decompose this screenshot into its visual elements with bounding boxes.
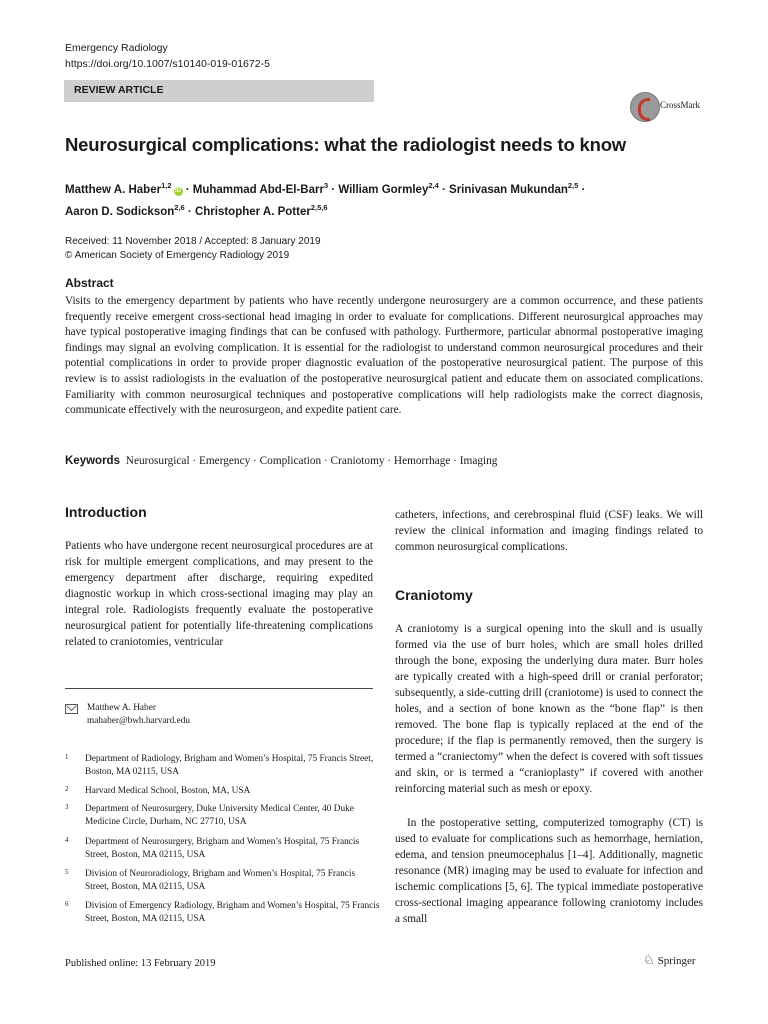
author-name[interactable]: Christopher A. Potter — [194, 205, 311, 218]
affiliation-number: 6 — [65, 900, 69, 908]
author-affil-sup: 3 — [323, 181, 329, 190]
article-type-bar — [64, 80, 374, 102]
author-name[interactable]: Muhammad Abd-El-Barr — [192, 183, 324, 196]
keywords-list: Neurosurgical · Emergency · Complication · Craniotomy · Hemorrhage · Imaging — [125, 455, 498, 467]
author-name[interactable]: Srinivasan Mukundan — [449, 183, 568, 196]
doi-link[interactable]: https://doi.org/10.1007/s10140-019-01672-5 — [65, 58, 270, 70]
affiliation-text: Department of Neurosurgery, Brigham and Women’s Hospital, 75 Francis Street, Boston, MA 02115, USA — [85, 837, 360, 860]
published-date: Published online: 13 February 2019 — [65, 958, 216, 969]
crossmark-label: CrossMark — [660, 100, 700, 110]
author-affil-sup: 2,5 — [567, 181, 579, 190]
author-name[interactable]: Matthew A. Haber — [65, 183, 162, 196]
craniotomy-paragraph-2: In the postoperative setting, computerized tomography (CT) is used to evaluate for complications such as hemorrhage, herniation, edema, and tension pneumocephalus [1–4]. Additionally, magnetic resonance (MR) imaging may be used to evaluate for infection and ischemic complications [5, 6]. The typical immediate postoperative cross-sectional imaging appearance following craniotomy includes a small — [395, 817, 703, 925]
publisher-logo[interactable] — [643, 952, 696, 968]
article-title: Neurosurgical complications: what the radiologist needs to know — [65, 134, 626, 155]
article-dates — [65, 235, 321, 263]
springer-horse-icon: ♘ — [643, 952, 655, 967]
author-affil-sup: 1,2 — [161, 181, 172, 190]
journal-header — [65, 40, 270, 72]
envelope-icon — [65, 704, 78, 714]
journal-name: Emergency Radiology — [65, 42, 168, 54]
crossmark-icon — [630, 92, 660, 122]
article-type: REVIEW ARTICLE — [74, 84, 164, 96]
affiliation-text: Division of Emergency Radiology, Brigham and Women’s Hospital, 75 Francis Street, Boston, MA 02115, USA — [85, 901, 380, 924]
introduction-text: Patients who have undergone recent neurosurgical procedures are at risk for multiple emergent complications, and may present to the emergency department after discharge, requiring expedited diagnostic workup in which cross-sectional imaging may play an integral role. Radiologists frequently evaluate the postoperative neurosurgical patient for potentially life-threatening complications related to craniotomies, ventricular — [65, 540, 373, 648]
keywords — [65, 455, 497, 467]
intro-continued-text: catheters, infections, and cerebrospinal fluid (CSF) leaks. We will review the clinical information and imaging findings related to common neurosurgical complications. — [395, 509, 703, 553]
affiliation-text: Department of Radiology, Brigham and Women’s Hospital, 75 Francis Street, Boston, MA 02115, USA — [85, 754, 374, 777]
author-affil-sup: 2,6 — [174, 202, 185, 212]
keywords-label: Keywords — [65, 455, 120, 467]
affiliation-number: 2 — [65, 785, 69, 793]
author-list: Matthew A. Haber$^{1,2}$iD · Muhammad Abd-El-Barr$^3$ · William Gormley$^{2,4}$ · Srinivasan Mukundan$^{2,5}$ · Aaron D. Sodickson$^{2,6}$ · Christopher A. Potter$^{2,5,6}$ — [65, 181, 586, 218]
copyright: © American Society of Emergency Radiology 2019 — [65, 250, 290, 261]
affiliation-number: 4 — [65, 836, 69, 844]
author-affil-sup: 2,5,6 — [310, 202, 328, 212]
craniotomy-heading: Craniotomy — [395, 587, 473, 603]
affiliation-number: 1 — [65, 753, 69, 761]
correspondence-email[interactable]: mahaber@bwh.harvard.edu — [87, 716, 191, 726]
author-affil-sup: 2,4 — [428, 181, 439, 190]
correspondence-name: Matthew A. Haber — [87, 703, 156, 713]
abstract-heading: Abstract — [65, 276, 114, 290]
footnote-divider — [65, 688, 373, 689]
affiliation-text: Department of Neurosurgery, Duke University Medical Center, 40 Duke Medicine Circle, Durham, NC 27710, USA — [85, 804, 354, 827]
affiliation-number: 3 — [65, 803, 69, 811]
craniotomy-paragraph-1: A craniotomy is a surgical opening into the skull and is usually formed via the use of burr holes, which are small holes drilled through the bone, exposing the underlying dura mater. Burr holes are typically created with a high-speed drill or cranial perforator; subsequently, a side-cutting drill (craniotome) is used to connect the holes, and a section of bone known as the “bone flap” is then removed. The bone flap is typically replaced at the end of the procedure; if the flap is permanently removed, then the surgery is termed a “craniectomy” when the defect is covered with soft tissues and skin, or is termed a “cranioplasty” if covered with another reinforcing material such as mesh or epoxy. — [395, 623, 703, 795]
affiliation-number: 5 — [65, 868, 69, 876]
author-name[interactable]: William Gormley — [338, 183, 429, 196]
introduction-heading: Introduction — [65, 504, 147, 520]
author-name[interactable]: Aaron D. Sodickson — [65, 205, 175, 218]
correspondence — [65, 702, 365, 732]
orcid-icon[interactable]: iD — [175, 187, 181, 194]
affiliation-text: Harvard Medical School, Boston, MA, USA — [85, 786, 251, 796]
abstract-text: Visits to the emergency department by patients who have recently undergone neurosurgery are a common occurrence, and these patients frequently receive emergent cross-sectional head imaging in order to evaluate for complications. Different neurosurgical approaches may have typical postoperative imaging findings that can be confused with pathology. Furthermore, particular abnormal postoperative imaging findings may signal an evolving complication. It is essential for the radiologist to understand common neurosurgical procedures and their potential complications in order to provide proper diagnostic evaluation of the postoperative neurosurgical patient. The purpose of this review is to assist radiologists in the evaluation of the postoperative neurosurgical patient and educate them on associated complications. Familiarity with common neurosurgical techniques and postoperative complications will help radiologists make the correct diagnosis, communicate effectively with the neurosurgeon, and expedite patient care. — [65, 295, 703, 417]
affiliation-text: Division of Neuroradiology, Brigham and Women’s Hospital, 75 Francis Street, Boston, MA 02115, USA — [85, 869, 356, 892]
crossmark-badge[interactable] — [630, 92, 710, 124]
received-accepted: Received: 11 November 2018 / Accepted: 8 January 2019 — [65, 236, 321, 247]
publisher-name: Springer — [657, 955, 696, 967]
